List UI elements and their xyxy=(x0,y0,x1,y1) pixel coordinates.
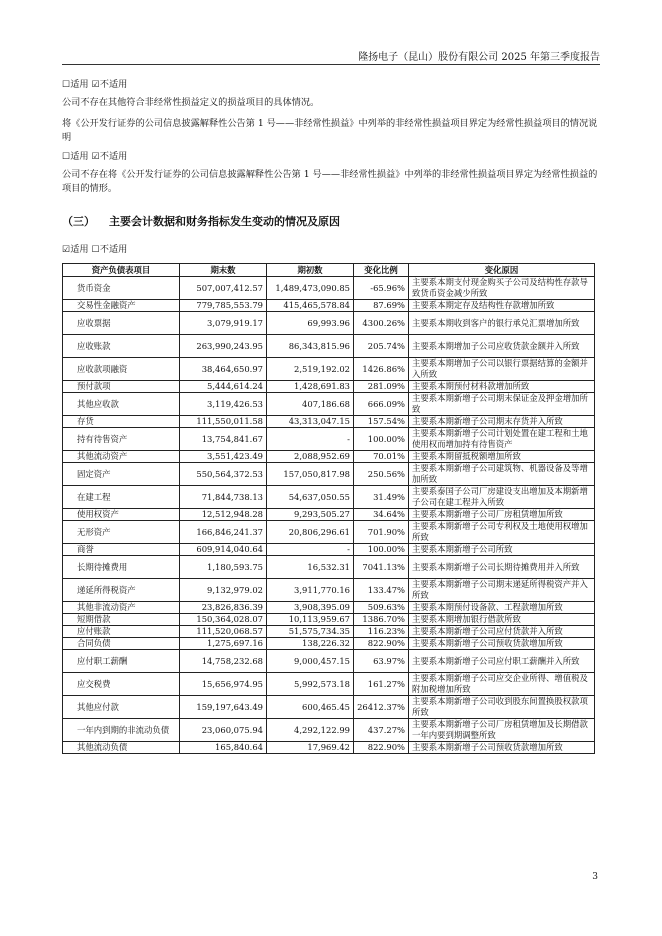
header-end-value: 期末数 xyxy=(180,264,267,277)
cell-change-reason: 主要系本期新增子公司长期待摊费用并入所致 xyxy=(409,556,595,579)
cell-change-ratio: 1386.70% xyxy=(354,614,409,626)
cell-change-reason: 主要系本期定存及结构性存款增加所致 xyxy=(409,300,595,312)
cell-item: 应收票据 xyxy=(63,312,180,335)
cell-end-value: 550,564,372.53 xyxy=(180,463,267,486)
applicable-checkbox-3: ☑适用 ☐不适用 xyxy=(62,244,128,255)
cell-end-value: 779,785,553.79 xyxy=(180,300,267,312)
cell-end-value: 3,551,423.49 xyxy=(180,451,267,463)
cell-item: 存货 xyxy=(63,416,180,428)
cell-begin-value: 9,000,457.15 xyxy=(267,650,354,673)
cell-change-reason: 主要系本期留抵税额增加所致 xyxy=(409,451,595,463)
cell-begin-value: 2,519,192.02 xyxy=(267,358,354,381)
cell-change-ratio: 116.23% xyxy=(354,626,409,638)
cell-change-ratio: 822.90% xyxy=(354,638,409,650)
cell-change-ratio: 509.63% xyxy=(354,602,409,614)
page-number: 3 xyxy=(592,872,598,882)
cell-change-reason: 主要系本期新增子公司建筑物、机器设备及等增加所致 xyxy=(409,463,595,486)
cell-end-value: 1,180,593.75 xyxy=(180,556,267,579)
table-row xyxy=(63,742,595,754)
cell-begin-value: 600,465.45 xyxy=(267,696,354,719)
cell-item: 固定资产 xyxy=(63,463,180,486)
cell-end-value: 23,826,836.39 xyxy=(180,602,267,614)
cell-end-value: 13,754,841.67 xyxy=(180,428,267,451)
cell-change-reason: 主要系本期新增子公司厂房租赁增加所致 xyxy=(409,509,595,521)
paragraph-no-other-items: 公司不存在其他符合非经常性损益定义的损益项目的具体情况。 xyxy=(62,97,320,108)
cell-begin-value: 43,313,047.15 xyxy=(267,416,354,428)
cell-change-ratio: 87.69% xyxy=(354,300,409,312)
cell-item: 使用权资产 xyxy=(63,509,180,521)
cell-change-ratio: 26412.37% xyxy=(354,696,409,719)
table-row xyxy=(63,650,595,673)
cell-begin-value: 157,050,817.98 xyxy=(267,463,354,486)
cell-end-value: 3,079,919.17 xyxy=(180,312,267,335)
cell-begin-value: 407,186.68 xyxy=(267,393,354,416)
cell-begin-value: 415,465,578.84 xyxy=(267,300,354,312)
cell-end-value: 609,914,040.64 xyxy=(180,544,267,556)
cell-begin-value: 17,969.42 xyxy=(267,742,354,754)
cell-item: 在建工程 xyxy=(63,486,180,509)
cell-change-ratio: 31.49% xyxy=(354,486,409,509)
table-row xyxy=(63,428,595,451)
table-row xyxy=(63,626,595,638)
applicable-checkbox-1: ☐适用 ☑不适用 xyxy=(62,79,128,90)
cell-end-value: 159,197,643.49 xyxy=(180,696,267,719)
table-row xyxy=(63,300,595,312)
cell-item: 预付款项 xyxy=(63,381,180,393)
cell-change-reason: 主要系本期支付现金购买子公司及结构性存款导致货币资金减少所致 xyxy=(409,277,595,300)
cell-change-reason: 主要系本期新增子公司预收货款增加所致 xyxy=(409,638,595,650)
cell-begin-value: 4,292,122.99 xyxy=(267,719,354,742)
cell-item: 递延所得税资产 xyxy=(63,579,180,602)
cell-begin-value: 10,113,959.67 xyxy=(267,614,354,626)
table-row xyxy=(63,486,595,509)
cell-change-reason: 主要系本期新增子公司期末保证金及押金增加所致 xyxy=(409,393,595,416)
table-row xyxy=(63,451,595,463)
table-row xyxy=(63,673,595,696)
cell-end-value: 9,132,979.02 xyxy=(180,579,267,602)
table-row xyxy=(63,579,595,602)
cell-end-value: 38,464,650.97 xyxy=(180,358,267,381)
cell-item: 短期借款 xyxy=(63,614,180,626)
cell-change-reason: 主要系本期预付材料款增加所致 xyxy=(409,381,595,393)
cell-item: 其他非流动资产 xyxy=(63,602,180,614)
cell-change-ratio: 34.64% xyxy=(354,509,409,521)
cell-change-ratio: 157.54% xyxy=(354,416,409,428)
section-heading xyxy=(62,213,340,229)
header-rule xyxy=(62,64,600,65)
cell-item: 应收账款 xyxy=(63,335,180,358)
header-item: 资产负债表项目 xyxy=(63,264,180,277)
cell-change-reason: 主要系本期新增子公司预收货款增加所致 xyxy=(409,742,595,754)
cell-change-reason: 主要系本期收到客户的银行承兑汇票增加所致 xyxy=(409,312,595,335)
cell-change-ratio: 822.90% xyxy=(354,742,409,754)
cell-item: 其他流动资产 xyxy=(63,451,180,463)
cell-change-reason: 主要系本期增加银行借款所致 xyxy=(409,614,595,626)
table-header-row xyxy=(63,264,595,277)
cell-change-reason: 主要系本期新增子公司期末递延所得税资产并入所致 xyxy=(409,579,595,602)
cell-change-ratio: 701.90% xyxy=(354,521,409,544)
table-row xyxy=(63,544,595,556)
cell-change-ratio: 437.27% xyxy=(354,719,409,742)
cell-item: 应交税费 xyxy=(63,673,180,696)
cell-change-ratio: 161.27% xyxy=(354,673,409,696)
cell-begin-value: 9,293,505.27 xyxy=(267,509,354,521)
cell-change-reason: 主要系本期新增子公司厂房租赁增加及长期借款一年内要到期调整所致 xyxy=(409,719,595,742)
header-change-reason: 变化原因 xyxy=(409,264,595,277)
cell-begin-value: 1,489,473,090.85 xyxy=(267,277,354,300)
cell-end-value: 12,512,948.28 xyxy=(180,509,267,521)
cell-end-value: 5,444,614.24 xyxy=(180,381,267,393)
cell-item: 无形资产 xyxy=(63,521,180,544)
cell-change-ratio: 205.74% xyxy=(354,335,409,358)
cell-begin-value: 5,992,573.18 xyxy=(267,673,354,696)
table-row xyxy=(63,696,595,719)
cell-item: 长期待摊费用 xyxy=(63,556,180,579)
cell-change-ratio: -65.96% xyxy=(354,277,409,300)
table-row xyxy=(63,335,595,358)
table-row xyxy=(63,381,595,393)
section-number: （三） xyxy=(62,215,95,228)
cell-end-value: 507,007,412.57 xyxy=(180,277,267,300)
cell-item: 货币资金 xyxy=(63,277,180,300)
cell-item: 合同负债 xyxy=(63,638,180,650)
cell-item: 一年内到期的非流动负债 xyxy=(63,719,180,742)
cell-end-value: 23,060,075.94 xyxy=(180,719,267,742)
cell-begin-value: 3,911,770.16 xyxy=(267,579,354,602)
cell-change-reason: 主要系本期新增子公司期末存货并入所致 xyxy=(409,416,595,428)
table-row xyxy=(63,358,595,381)
cell-change-reason: 主要系本期增加子公司应收货款金额并入所致 xyxy=(409,335,595,358)
cell-change-ratio: 100.00% xyxy=(354,544,409,556)
cell-end-value: 150,364,028.07 xyxy=(180,614,267,626)
cell-change-reason: 主要系本期增加子公司以银行票据结算的金额并入所致 xyxy=(409,358,595,381)
header-change-ratio: 变化比例 xyxy=(354,264,409,277)
cell-begin-value: 86,343,815.96 xyxy=(267,335,354,358)
cell-change-ratio: 281.09% xyxy=(354,381,409,393)
report-header: 隆扬电子（昆山）股份有限公司 2025 年第三季度报告 xyxy=(358,52,600,63)
table-row xyxy=(63,463,595,486)
cell-change-ratio: 133.47% xyxy=(354,579,409,602)
cell-item: 应收款项融资 xyxy=(63,358,180,381)
cell-change-ratio: 4300.26% xyxy=(354,312,409,335)
cell-change-reason: 主要系本期新增子公司收到股东间置换股权款项所致 xyxy=(409,696,595,719)
cell-end-value: 111,520,068.57 xyxy=(180,626,267,638)
cell-end-value: 1,275,697.16 xyxy=(180,638,267,650)
table-row xyxy=(63,277,595,300)
cell-item: 其他流动负债 xyxy=(63,742,180,754)
cell-change-ratio: 63.97% xyxy=(354,650,409,673)
cell-begin-value: - xyxy=(267,544,354,556)
cell-change-ratio: 70.01% xyxy=(354,451,409,463)
cell-begin-value: 20,806,296.61 xyxy=(267,521,354,544)
table-row xyxy=(63,312,595,335)
cell-end-value: 15,656,974.95 xyxy=(180,673,267,696)
cell-begin-value: 69,993.96 xyxy=(267,312,354,335)
cell-change-ratio: 1426.86% xyxy=(354,358,409,381)
cell-item: 持有待售资产 xyxy=(63,428,180,451)
table-row xyxy=(63,614,595,626)
balance-sheet-changes-table xyxy=(62,263,595,754)
cell-item: 商誉 xyxy=(63,544,180,556)
cell-end-value: 14,758,232.68 xyxy=(180,650,267,673)
cell-change-ratio: 100.00% xyxy=(354,428,409,451)
cell-begin-value: 54,637,050.55 xyxy=(267,486,354,509)
applicable-checkbox-2: ☐适用 ☑不适用 xyxy=(62,151,128,162)
cell-item: 交易性金融资产 xyxy=(63,300,180,312)
cell-change-reason: 主要系本期新增子公司应交企业所得、增值税及附加税增加所致 xyxy=(409,673,595,696)
cell-end-value: 165,840.64 xyxy=(180,742,267,754)
cell-item: 其他应付款 xyxy=(63,696,180,719)
cell-begin-value: 1,428,691.83 xyxy=(267,381,354,393)
cell-begin-value: 2,088,952.69 xyxy=(267,451,354,463)
table-row xyxy=(63,393,595,416)
cell-change-reason: 主要系本期新增子公司专利权及土地使用权增加所致 xyxy=(409,521,595,544)
cell-end-value: 71,844,738.13 xyxy=(180,486,267,509)
header-begin-value: 期初数 xyxy=(267,264,354,277)
table-row xyxy=(63,556,595,579)
cell-item: 其他应收款 xyxy=(63,393,180,416)
cell-change-reason: 主要系泰国子公司厂房建设支出增加及本期新增子公司在建工程并入所致 xyxy=(409,486,595,509)
cell-change-ratio: 666.09% xyxy=(354,393,409,416)
table-row xyxy=(63,521,595,544)
cell-change-ratio: 7041.13% xyxy=(354,556,409,579)
paragraph-no-reclassification: 公司不存在将《公开发行证券的公司信息披露解释性公告第 1 号——非经常性损益》中列举的非经常性损益项目界定为经常性损益的项目的情形。 xyxy=(62,169,598,194)
cell-change-reason: 主要系本期新增子公司应付货款并入所致 xyxy=(409,626,595,638)
cell-change-reason: 主要系本期新增子公司计划处置在建工程和土地使用权而增加持有待售资产 xyxy=(409,428,595,451)
table-row xyxy=(63,638,595,650)
cell-change-reason: 主要系本期新增子公司应付职工薪酬并入所致 xyxy=(409,650,595,673)
cell-change-reason: 主要系本期预付设备款、工程款增加所致 xyxy=(409,602,595,614)
cell-change-reason: 主要系本期新增子公司所致 xyxy=(409,544,595,556)
cell-item: 应付账款 xyxy=(63,626,180,638)
cell-end-value: 3,119,426.53 xyxy=(180,393,267,416)
cell-begin-value: - xyxy=(267,428,354,451)
cell-begin-value: 138,226.32 xyxy=(267,638,354,650)
table-row xyxy=(63,602,595,614)
cell-end-value: 263,990,243.95 xyxy=(180,335,267,358)
table-row xyxy=(63,719,595,742)
table-row xyxy=(63,416,595,428)
table-row xyxy=(63,509,595,521)
paragraph-classification-note: 将《公开发行证券的公司信息披露解释性公告第 1 号——非经常性损益》中列举的非经常性损益项目界定为经常性损益项目的情况说明 xyxy=(62,118,598,143)
section-title: 主要会计数据和财务指标发生变动的情况及原因 xyxy=(109,215,340,228)
cell-item: 应付职工薪酬 xyxy=(63,650,180,673)
cell-change-ratio: 250.56% xyxy=(354,463,409,486)
cell-end-value: 111,550,011.58 xyxy=(180,416,267,428)
cell-end-value: 166,846,241.37 xyxy=(180,521,267,544)
cell-begin-value: 3,908,395.09 xyxy=(267,602,354,614)
cell-begin-value: 51,575,734.35 xyxy=(267,626,354,638)
cell-begin-value: 16,532.31 xyxy=(267,556,354,579)
